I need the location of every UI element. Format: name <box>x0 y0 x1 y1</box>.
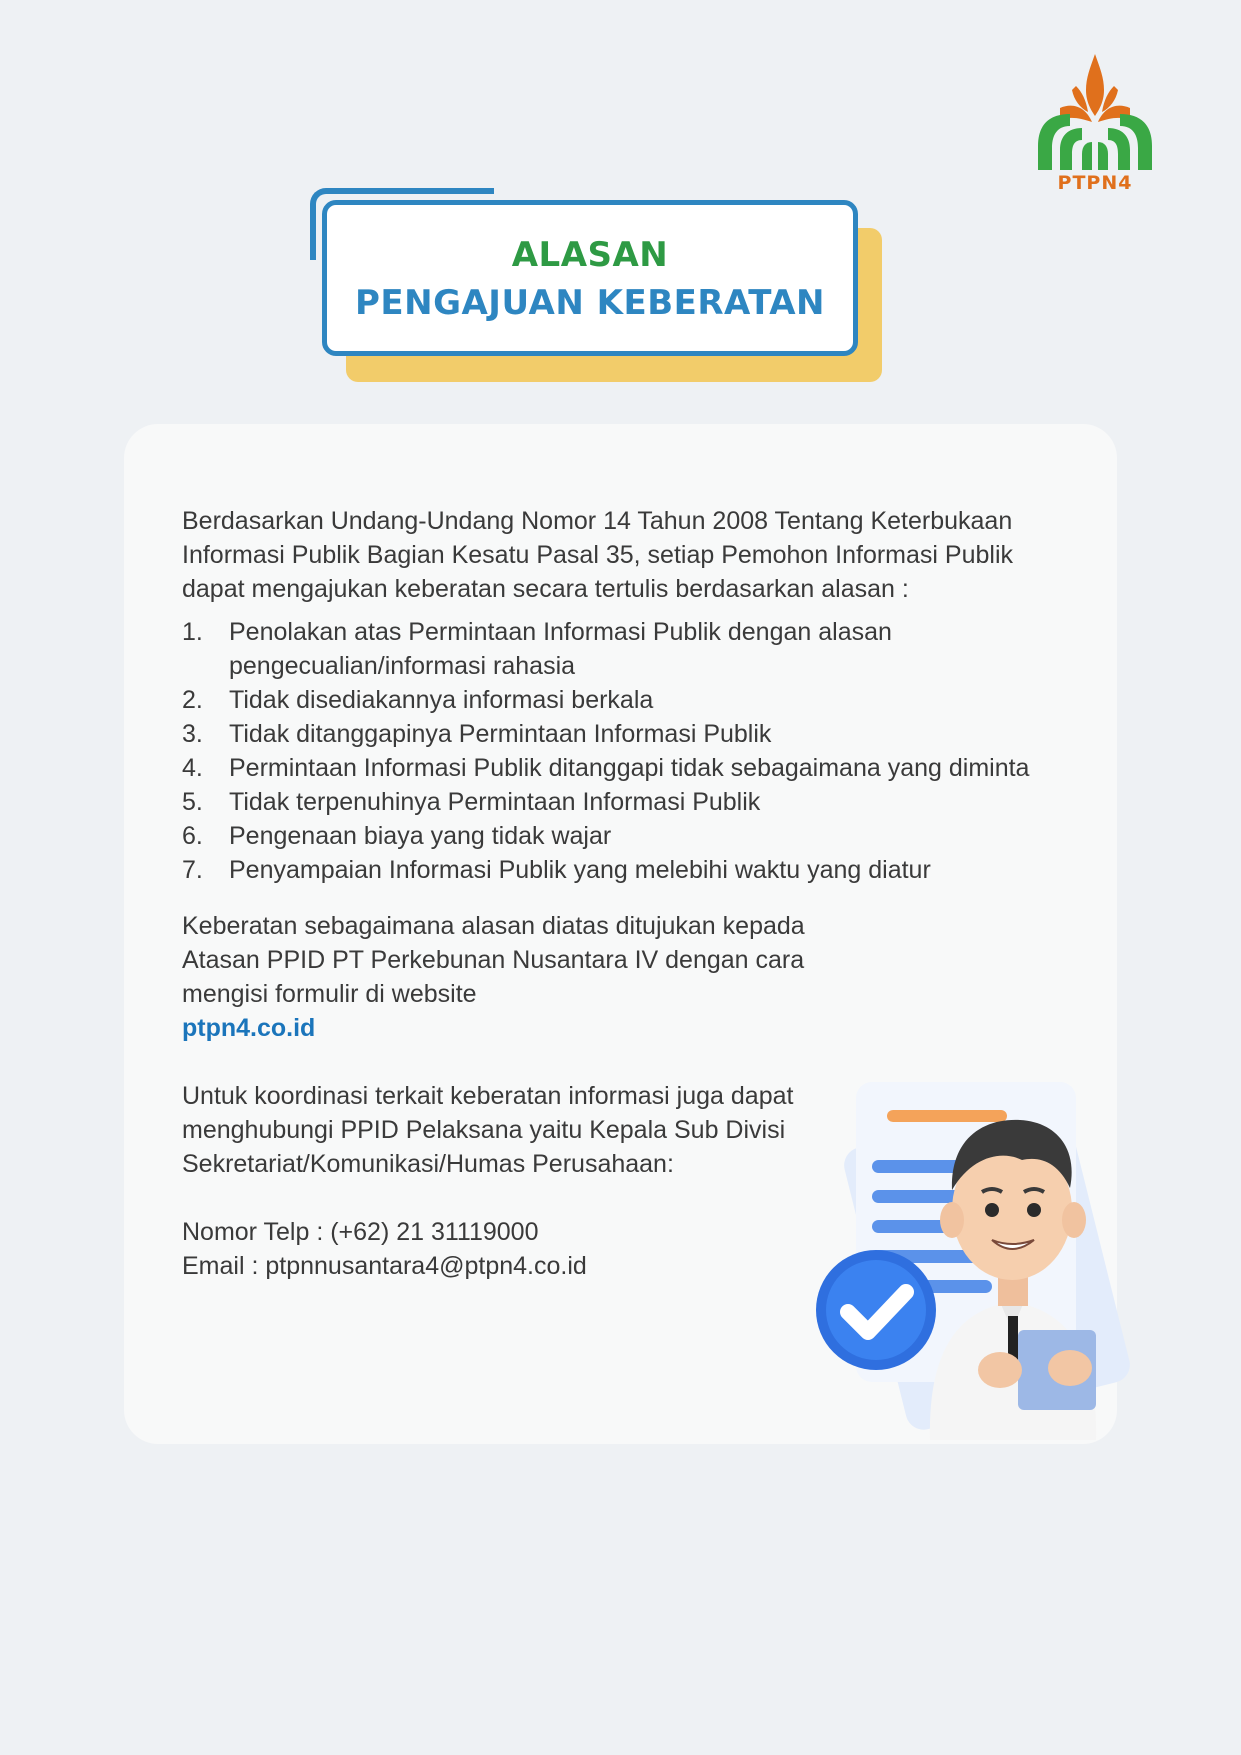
email-text: Email : ptpnnusantara4@ptpn4.co.id <box>182 1252 587 1280</box>
list-text: Penyampaian Informasi Publik yang melebihi waktu yang diatur <box>229 856 931 884</box>
list-text: Pengenaan biaya yang tidak wajar <box>229 822 612 850</box>
list-item <box>182 785 1082 819</box>
title-line-2: PENGAJUAN KEBERATAN <box>354 283 826 323</box>
businessman-checklist-illustration <box>812 1040 1172 1440</box>
list-number: 4. <box>182 754 203 782</box>
list-number: 3. <box>182 720 203 748</box>
title-line-1: ALASAN <box>511 235 669 275</box>
reasons-list <box>182 615 1082 887</box>
list-item <box>182 819 1082 853</box>
ptpn4-logo-icon <box>1030 50 1160 172</box>
illustration <box>812 1040 1172 1440</box>
list-item <box>182 683 1082 717</box>
list-number: 1. <box>182 618 203 646</box>
ptpn4-logo <box>1030 50 1160 200</box>
submission-paragraph <box>182 909 822 1045</box>
coordination-paragraph: Untuk koordinasi terkait keberatan informasi juga dapat menghubungi PPID Pelaksana yaitu Kepala Sub Divisi Sekretariat/Komunikasi/Humas Perusahaan: <box>182 1082 794 1178</box>
list-item <box>182 751 1082 785</box>
list-text: Tidak disediakannya informasi berkala <box>229 686 654 714</box>
logo-text: PTPN4 <box>1057 172 1133 194</box>
website-link[interactable]: ptpn4.co.id <box>182 1014 316 1042</box>
title-card <box>322 200 858 356</box>
list-item <box>182 615 1082 683</box>
list-number: 7. <box>182 856 203 884</box>
list-text: Tidak terpenuhinya Permintaan Informasi Publik <box>229 788 761 816</box>
list-text: Penolakan atas Permintaan Informasi Publik dengan alasan pengecualian/informasi rahasia <box>229 618 892 680</box>
list-number: 2. <box>182 686 203 714</box>
list-text: Tidak ditanggapinya Permintaan Informasi Publik <box>229 720 772 748</box>
list-number: 6. <box>182 822 203 850</box>
list-text: Permintaan Informasi Publik ditanggapi tidak sebagaimana yang diminta <box>229 754 1030 782</box>
list-item <box>182 717 1082 751</box>
submission-text: Keberatan sebagaimana alasan diatas ditujukan kepada Atasan PPID PT Perkebunan Nusantara IV dengan cara mengisi formulir di website <box>182 912 805 1008</box>
list-number: 5. <box>182 788 203 816</box>
list-item <box>182 853 1082 887</box>
intro-paragraph: Berdasarkan Undang-Undang Nomor 14 Tahun 2008 Tentang Keterbukaan Informasi Publik Bagian Kesatu Pasal 35, setiap Pemohon Informasi Publik dapat mengajukan keberatan secara tertulis berdasarkan alasan : <box>182 507 1014 603</box>
phone-text: Nomor Telp : (+62) 21 31119000 <box>182 1218 539 1246</box>
